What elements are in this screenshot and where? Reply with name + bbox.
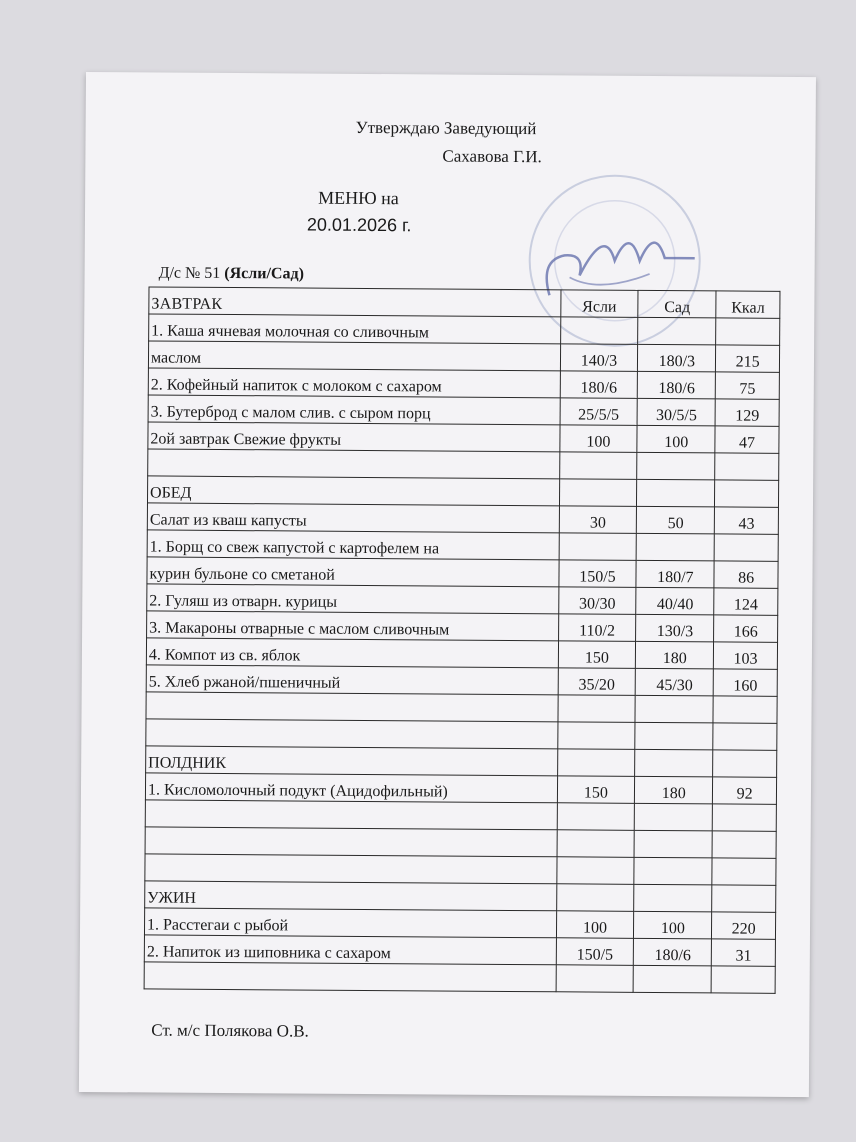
kcal-value: [712, 804, 776, 831]
dish-name: [144, 962, 556, 992]
kindergarten-portion: 45/30: [636, 668, 714, 696]
kindergarten-portion: 130/3: [636, 614, 714, 642]
kcal-value: 166: [714, 615, 778, 642]
table-row: [144, 908, 775, 939]
kindergarten-portion: 100: [634, 911, 712, 939]
nursery-portion: [556, 857, 634, 885]
dish-name: 1. Кисломолочный подукт (Ацидофильный): [145, 773, 557, 803]
kindergarten-portion: [634, 965, 712, 993]
dish-name: 1. Каша ячневая молочная со сливочным: [149, 314, 561, 344]
dish-name: 5. Хлеб ржаной/пшеничный: [146, 665, 558, 695]
table-row: [144, 962, 775, 993]
dish-name: [145, 854, 557, 884]
kindergarten-portion: 180/7: [636, 560, 714, 588]
kindergarten-portion: 40/40: [636, 587, 714, 615]
kcal-value: [712, 858, 776, 885]
kcal-value: 215: [716, 345, 780, 372]
header-kcal: Ккал: [716, 291, 780, 318]
nursery-portion: [559, 533, 637, 561]
kcal-value: 129: [715, 399, 779, 426]
nursery-portion: [557, 722, 635, 750]
table-row: [147, 584, 778, 615]
header-meal: ЗАВТРАК: [149, 287, 561, 317]
nursery-portion: 100: [556, 911, 634, 939]
menu-title: МЕНЮ на: [318, 187, 399, 209]
table-row: [147, 557, 778, 588]
kcal-value: [713, 750, 777, 777]
nursery-portion: 30/30: [558, 587, 636, 615]
kcal-value: [712, 831, 776, 858]
kcal-value: 92: [713, 777, 777, 804]
table-row: [147, 503, 778, 534]
kcal-value: [715, 480, 779, 507]
kindergarten-portion: [635, 722, 713, 750]
kcal-value: [711, 966, 775, 993]
dish-name: 2. Гуляш из отварн. курицы: [147, 584, 559, 614]
kindergarten-portion: [635, 749, 713, 777]
school-group: (Ясли/Сад): [224, 264, 304, 283]
kindergarten-portion: 180/6: [634, 938, 712, 966]
nursery-portion: 150: [558, 641, 636, 669]
dish-name: [148, 449, 560, 479]
menu-date: 20.01.2026 г.: [306, 214, 412, 236]
dish-name: 1. Борщ со свеж капустой с картофелем на: [147, 530, 559, 560]
kindergarten-portion: 180: [636, 641, 714, 669]
nursery-portion: 150/5: [558, 560, 636, 588]
kindergarten-portion: [637, 533, 715, 561]
nursery-portion: 35/20: [558, 668, 636, 696]
kcal-value: [713, 723, 777, 750]
kindergarten-portion: 180/3: [638, 344, 716, 372]
kindergarten-portion: 30/5/5: [637, 398, 715, 426]
table-row: [147, 530, 778, 561]
kcal-value: 31: [712, 939, 776, 966]
nursery-portion: [557, 749, 635, 777]
nursery-portion: [559, 479, 637, 507]
kindergarten-portion: 180: [635, 776, 713, 804]
nursery-portion: 140/3: [560, 344, 638, 372]
dish-name: маслом: [148, 341, 560, 371]
table-row: [147, 611, 778, 642]
table-row: [146, 638, 777, 669]
kindergarten-portion: [634, 884, 712, 912]
dish-name: 3. Макароны отварные с маслом сливочным: [147, 611, 559, 641]
nursery-portion: [557, 803, 635, 831]
dish-name: 4. Компот из св. яблок: [146, 638, 558, 668]
kcal-value: 160: [713, 669, 777, 696]
kcal-value: 86: [714, 561, 778, 588]
approval-title: Утверждаю Заведующий: [355, 117, 537, 139]
dish-name: курин бульоне со сметаной: [147, 557, 559, 587]
nursery-portion: [556, 965, 634, 993]
dish-name: 1. Расстегаи с рыбой: [144, 908, 556, 938]
approval-name: Сахавова Г.И.: [442, 146, 542, 167]
dish-name: [146, 719, 558, 749]
kcal-value: 220: [712, 912, 776, 939]
kindergarten-portion: [634, 857, 712, 885]
dish-name: УЖИН: [145, 881, 557, 911]
dish-name: 2. Кофейный напиток с молоком с сахаром: [148, 368, 560, 398]
table-row: [148, 368, 779, 399]
dish-name: ПОЛДНИК: [146, 746, 558, 776]
nursery-portion: 110/2: [558, 614, 636, 642]
nursery-portion: 180/6: [560, 371, 638, 399]
kcal-value: 124: [714, 588, 778, 615]
nurse-signature-line: Ст. м/с Полякова О.В.: [151, 1020, 309, 1041]
dish-name: [146, 692, 558, 722]
kindergarten-portion: 100: [637, 425, 715, 453]
dish-name: ОБЕД: [147, 476, 559, 506]
nursery-portion: 100: [559, 425, 637, 453]
school-label: [159, 265, 304, 284]
dish-name: 3. Бутерброд с малом слив. с сыром порц: [148, 395, 560, 425]
dish-name: [145, 800, 557, 830]
kcal-value: [716, 318, 780, 345]
document-page: [79, 72, 816, 1097]
kindergarten-portion: [637, 479, 715, 507]
kcal-value: [715, 453, 779, 480]
header-kindergarten: Сад: [638, 290, 716, 318]
nursery-portion: [557, 830, 635, 858]
school-number: Д/с № 51: [158, 264, 221, 282]
kindergarten-portion: [634, 830, 712, 858]
table-row: [144, 935, 775, 966]
kindergarten-portion: [635, 695, 713, 723]
kcal-value: [714, 534, 778, 561]
nursery-portion: [558, 695, 636, 723]
menu-table: [144, 286, 781, 993]
kcal-value: [712, 885, 776, 912]
nursery-portion: [559, 452, 637, 480]
kindergarten-portion: [635, 803, 713, 831]
dish-name: 2ой завтрак Свежие фрукты: [148, 422, 560, 452]
kcal-value: [713, 696, 777, 723]
nursery-portion: 150: [557, 776, 635, 804]
header-nursery: Ясли: [560, 290, 638, 318]
kcal-value: 43: [715, 507, 779, 534]
nursery-portion: [560, 317, 638, 345]
kindergarten-portion: [638, 317, 716, 345]
table-row: [148, 422, 779, 453]
table-row: [148, 395, 779, 426]
kindergarten-portion: [637, 452, 715, 480]
nursery-portion: [556, 884, 634, 912]
nursery-portion: 150/5: [556, 938, 634, 966]
kindergarten-portion: 180/6: [638, 371, 716, 399]
table-row: [146, 665, 777, 696]
kcal-value: 75: [716, 372, 780, 399]
dish-name: 2. Напиток из шиповника с сахаром: [144, 935, 556, 965]
dish-name: [145, 827, 557, 857]
kindergarten-portion: 50: [637, 506, 715, 534]
nursery-portion: 25/5/5: [560, 398, 638, 426]
table-row: [149, 314, 780, 345]
kcal-value: 47: [715, 426, 779, 453]
approval-block: [355, 114, 542, 171]
dish-name: Салат из кваш капусты: [147, 503, 559, 533]
nursery-portion: 30: [559, 506, 637, 534]
kcal-value: 103: [714, 642, 778, 669]
table-row: [145, 773, 776, 804]
